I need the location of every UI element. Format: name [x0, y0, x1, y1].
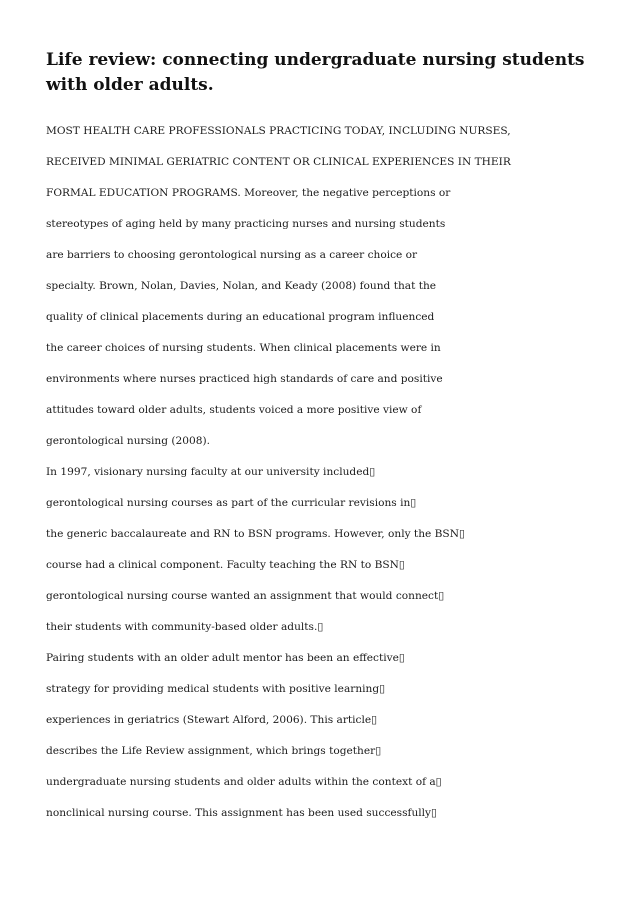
body-line: attitudes toward older adults, students voiced a more positive view of [46, 404, 422, 416]
body-line: undergraduate nursing students and older adults within the context of a▯ [46, 776, 442, 788]
body-line: the career choices of nursing students. When clinical placements were in [46, 342, 441, 354]
body-line: stereotypes of aging held by many practicing nurses and nursing students [46, 218, 446, 230]
body-line: nonclinical nursing course. This assignment has been used successfully▯ [46, 807, 437, 819]
body-line: In 1997, visionary nursing faculty at our university included▯ [46, 466, 376, 478]
body-line: describes the Life Review assignment, which brings together▯ [46, 745, 382, 757]
body-line: RECEIVED MINIMAL GERIATRIC CONTENT OR CLINICAL EXPERIENCES IN THEIR [46, 156, 511, 168]
body-line: quality of clinical placements during an educational program influenced [46, 311, 435, 323]
body-line: specialty. Brown, Nolan, Davies, Nolan, and Keady (2008) found that the [46, 280, 437, 292]
body-line: environments where nurses practiced high standards of care and positive [46, 373, 443, 385]
body-line: gerontological nursing course wanted an assignment that would connect▯ [46, 590, 445, 602]
body-line: are barriers to choosing gerontological nursing as a career choice or [46, 249, 418, 261]
body-line: experiences in geriatrics (Stewart Alford, 2006). This article▯ [46, 714, 377, 726]
body-line: FORMAL EDUCATION PROGRAMS. Moreover, the negative perceptions or [46, 187, 451, 199]
body-line: the generic baccalaureate and RN to BSN programs. However, only the BSN▯ [46, 528, 465, 540]
body-line: their students with community-based older adults.▯ [46, 621, 324, 633]
body-line: MOST HEALTH CARE PROFESSIONALS PRACTICING TODAY, INCLUDING NURSES, [46, 125, 511, 137]
body-line: course had a clinical component. Faculty teaching the RN to BSN▯ [46, 559, 405, 571]
body-line: strategy for providing medical students with positive learning▯ [46, 683, 385, 695]
body-line: Pairing students with an older adult mentor has been an effective▯ [46, 652, 405, 664]
body-line: gerontological nursing courses as part of the curricular revisions in▯ [46, 497, 417, 509]
body-line: gerontological nursing (2008). [46, 435, 210, 447]
document-title: Life review: connecting undergraduate nursing students with older adults. [46, 50, 585, 95]
